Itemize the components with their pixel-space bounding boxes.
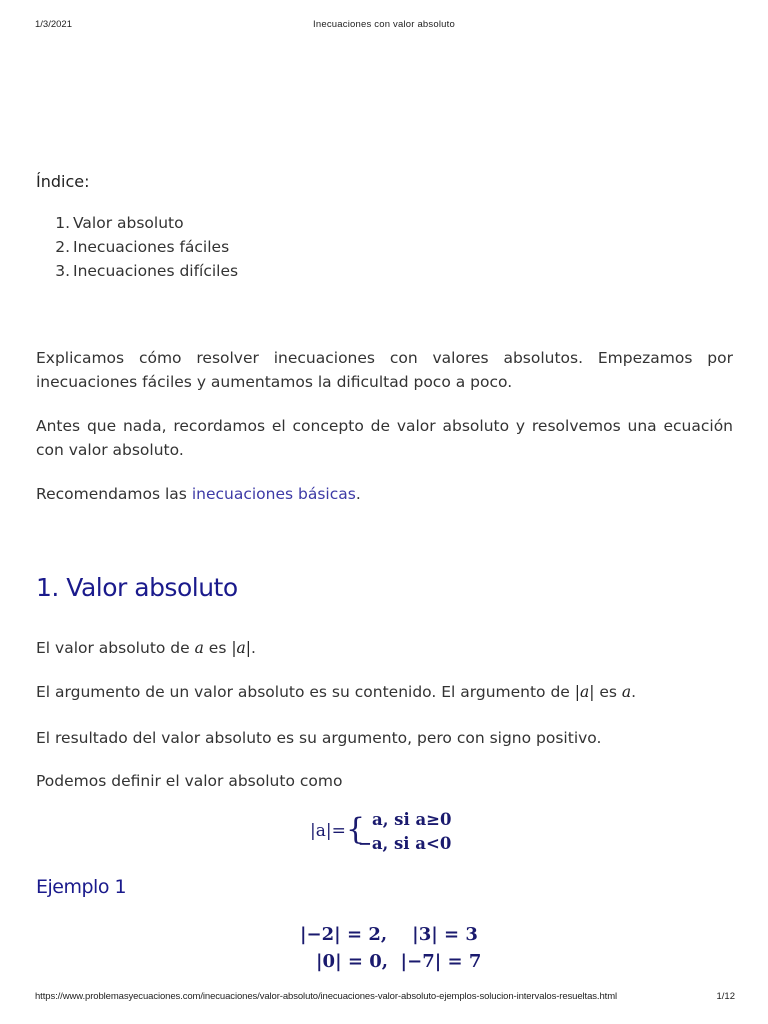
sentence-result: El resultado del valor absoluto es su argumento, pero con signo positivo. — [36, 729, 602, 747]
index-item-label: Valor absoluto — [73, 214, 184, 232]
math-abs: |a| — [574, 683, 595, 701]
index-item-inecuaciones-faciles[interactable]: 2. Inecuaciones fáciles — [55, 238, 230, 256]
intro-paragraph-3: Recomendamos las inecuaciones básicas. — [36, 485, 361, 503]
section-heading-valor-absoluto: 1. Valor absoluto — [36, 573, 238, 602]
formula-lhs: |a|= — [310, 821, 346, 841]
sentence-definition: El valor absoluto de a es |a|. — [36, 639, 256, 657]
index-item-label: Inecuaciones difíciles — [73, 262, 239, 280]
index-item-inecuaciones-dificiles[interactable]: 3. Inecuaciones difíciles — [55, 262, 239, 280]
sentence-define: Podemos definir el valor absoluto como — [36, 772, 343, 790]
formula-case-negative: −a, si a<0 — [358, 834, 452, 853]
print-title: Inecuaciones con valor absoluto — [313, 19, 455, 30]
print-footer — [0, 991, 768, 1005]
index-item-label: Inecuaciones fáciles — [73, 238, 230, 256]
sentence-argument: El argumento de un valor absoluto es su contenido. El argumento de |a| es a. — [36, 683, 637, 701]
print-header — [0, 19, 768, 33]
formula-brace: { — [346, 812, 366, 847]
index-item-valor-absoluto[interactable]: 1. Valor absoluto — [55, 214, 184, 232]
inecuaciones-basicas-link[interactable]: inecuaciones básicas — [191, 485, 356, 503]
index-list — [36, 211, 238, 283]
example-heading: Ejemplo 1 — [36, 876, 127, 898]
intro-paragraph-1: Explicamos cómo resolver inecuaciones con valores absolutos. Empezamos por inecuaciones fáciles y aumentamos la dificultad poco a poco. — [36, 349, 733, 391]
intro-paragraph-2: Antes que nada, recordamos el concepto de valor absoluto y resolvemos una ecuación con valor absoluto. — [36, 417, 733, 459]
math-abs: |a| — [231, 639, 252, 657]
math-variable: a — [194, 639, 204, 657]
page-number: 1/12 — [716, 991, 735, 1002]
print-url: https://www.problemasyecuaciones.com/inecuaciones/valor-absoluto/inecuaciones-valor-absoluto-ejemplos-solucion-intervalos-resueltas.html — [35, 991, 618, 1002]
formula-case-positive: a, si a≥0 — [372, 810, 452, 829]
math-variable: a — [621, 683, 632, 701]
index-title: Índice: — [36, 172, 90, 191]
print-date: 1/3/2021 — [35, 19, 72, 30]
abs-definition-formula — [274, 808, 474, 858]
